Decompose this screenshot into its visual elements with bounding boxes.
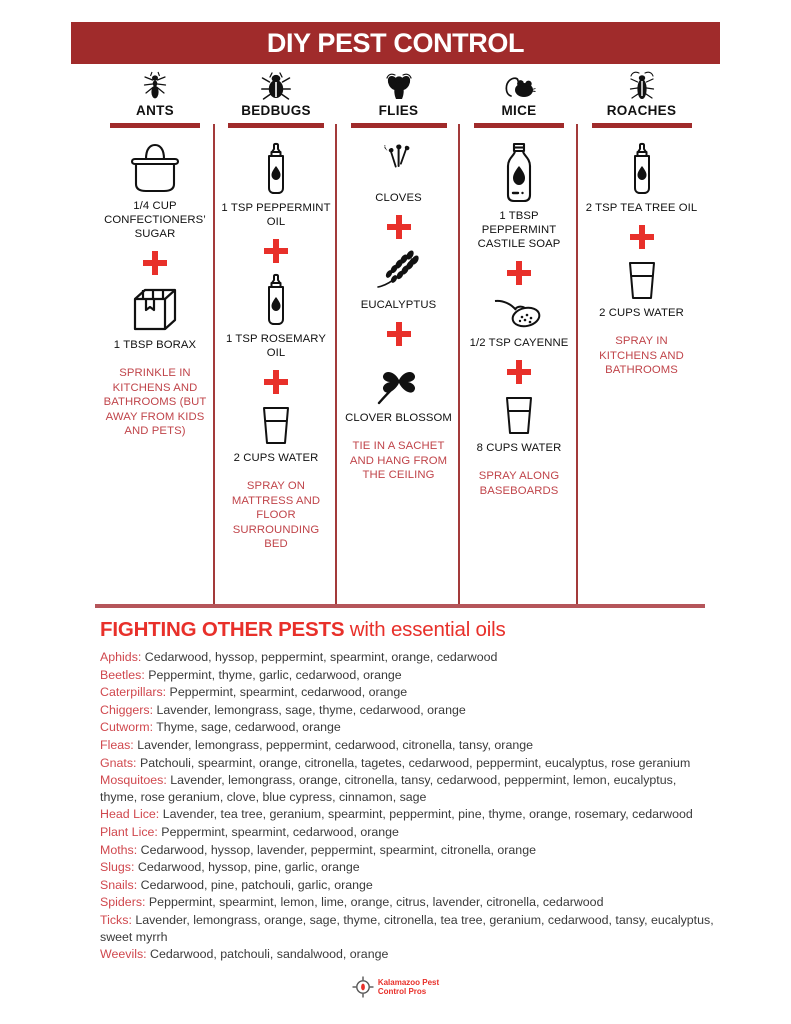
other-pest-oils: Lavender, lemongrass, orange, citronella, tansy, cedarwood, peppermint, lemon, eucalyptus, thyme, rose geranium, clove, blue cypress, cinnamon, sage xyxy=(100,773,677,804)
other-pest-name: Snails: xyxy=(100,877,138,892)
other-pest-item xyxy=(100,684,715,701)
other-pest-item xyxy=(100,719,715,736)
other-pest-item xyxy=(100,842,715,859)
other-pests-heading-strong: FIGHTING OTHER PESTS xyxy=(100,618,345,641)
other-pest-name: Fleas: xyxy=(100,737,134,752)
pest-column-bedbugs xyxy=(215,68,337,606)
ingredient-label: 2 CUPS WATER xyxy=(233,452,319,464)
other-pest-item xyxy=(100,946,715,963)
other-pest-oils: Thyme, sage, cedarwood, orange xyxy=(153,720,341,735)
plus-icon xyxy=(142,250,168,276)
crosshair-target-icon xyxy=(352,976,374,998)
water-glass-icon xyxy=(259,404,293,446)
spoon-icon xyxy=(491,295,547,331)
other-pest-oils: Lavender, lemongrass, peppermint, cedarwood, citronella, tansy, orange xyxy=(133,737,534,752)
ingredient-steps xyxy=(95,140,215,352)
plus-icon xyxy=(263,238,289,264)
footer-logo-line1: Kalamazoo Pest xyxy=(377,977,440,987)
other-pests-list xyxy=(100,649,715,963)
other-pest-name: Spiders: xyxy=(100,895,146,910)
other-pest-oils: Peppermint, thyme, garlic, cedarwood, orange xyxy=(144,667,402,682)
ingredient-label: 1 TSP PEPPERMINT OIL xyxy=(221,202,331,228)
ingredient-steps xyxy=(215,140,337,465)
pest-column-ants xyxy=(95,68,215,606)
other-pest-item xyxy=(100,702,715,719)
ingredient-step xyxy=(337,356,460,425)
ingredient-label: 1 TBSP PEPPERMINT CASTILE SOAP xyxy=(477,210,561,250)
water-glass-icon xyxy=(625,259,659,301)
other-pest-name: Beetles: xyxy=(100,667,145,682)
other-pest-oils: Peppermint, spearmint, lemon, lime, orange, citrus, lavender, citronella, cedarwood xyxy=(145,895,604,910)
ingredient-step xyxy=(337,249,460,312)
pest-column-mice xyxy=(460,68,578,606)
pest-underline xyxy=(592,123,692,128)
other-pests-heading xyxy=(100,618,715,642)
other-pest-item xyxy=(100,772,715,805)
plus-icon xyxy=(506,260,532,286)
pest-name: BEDBUGS xyxy=(241,103,311,118)
usage-note: TIE IN A SACHET AND HANG FROM THE CEILING xyxy=(349,440,448,481)
ingredient-step xyxy=(95,285,215,352)
other-pest-name: Mosquitoes: xyxy=(100,773,167,788)
pest-underline xyxy=(351,123,447,128)
other-pest-name: Slugs: xyxy=(100,860,135,875)
plus-icon xyxy=(263,369,289,395)
ingredient-steps xyxy=(460,140,578,455)
other-pest-name: Weevils: xyxy=(100,947,147,962)
plus-icon xyxy=(629,224,655,250)
ant-icon xyxy=(141,68,169,102)
pest-name: ROACHES xyxy=(606,103,677,118)
other-pest-oils: Lavender, tea tree, geranium, spearmint, peppermint, pine, thyme, orange, rosemary, cedarwood xyxy=(159,807,693,822)
other-pest-name: Chiggers: xyxy=(100,702,154,717)
other-pest-oils: Cedarwood, hyssop, pine, garlic, orange xyxy=(134,860,360,875)
ingredient-label: 1/2 TSP CAYENNE xyxy=(469,337,569,349)
ingredient-label: 1 TSP ROSEMARY OIL xyxy=(226,333,326,359)
ingredient-label: CLOVER BLOSSOM xyxy=(345,412,452,424)
plus-icon xyxy=(506,359,532,385)
plus-icon xyxy=(386,214,412,240)
dropper-bottle-icon xyxy=(261,142,291,196)
ingredient-step xyxy=(215,273,337,360)
other-pest-item xyxy=(100,806,715,823)
usage-note: SPRINKLE IN KITCHENS AND BATHROOMS (BUT AWAY FROM KIDS AND PETS) xyxy=(103,367,207,437)
other-pests-section xyxy=(100,618,715,964)
usage-note: SPRAY ON MATTRESS AND FLOOR SURROUNDING BED xyxy=(231,480,321,550)
ingredient-steps xyxy=(578,140,705,320)
clover-icon xyxy=(373,356,425,406)
roach-icon xyxy=(628,68,656,102)
pest-remedy-grid xyxy=(95,68,705,606)
pest-column-roaches xyxy=(578,68,705,606)
pest-underline xyxy=(228,123,324,128)
other-pests-heading-light: with essential oils xyxy=(344,618,506,641)
other-pest-name: Cutworm: xyxy=(100,720,154,735)
other-pest-item xyxy=(100,737,715,754)
footer-logo xyxy=(0,976,791,998)
other-pest-oils: Patchouli, spearmint, orange, citronella, tagetes, cedarwood, peppermint, eucalyptus, rose geranium xyxy=(136,755,691,770)
other-pest-oils: Cedarwood, hyssop, peppermint, spearmint, orange, cedarwood xyxy=(141,650,498,664)
other-pest-name: Moths: xyxy=(100,842,138,857)
sugar-sack-icon xyxy=(126,142,184,194)
other-pest-item xyxy=(100,859,715,876)
usage-note: SPRAY IN KITCHENS AND BATHROOMS xyxy=(599,335,684,376)
pest-name: FLIES xyxy=(378,103,419,118)
other-pest-oils: Cedarwood, pine, patchouli, garlic, orange xyxy=(137,877,373,892)
other-pest-name: Head Lice: xyxy=(100,807,160,822)
fly-icon xyxy=(383,68,415,102)
other-pest-name: Plant Lice: xyxy=(100,824,158,839)
dropper-bottle-icon xyxy=(627,142,657,196)
ingredient-step xyxy=(578,259,705,320)
ingredient-step xyxy=(460,295,578,350)
other-pest-name: Ticks: xyxy=(100,912,132,927)
soap-bottle-icon xyxy=(499,142,539,204)
other-pest-item xyxy=(100,877,715,894)
ingredient-step xyxy=(95,142,215,241)
ingredient-step xyxy=(460,142,578,251)
dropper-bottle-icon xyxy=(261,273,291,327)
ingredient-label: CLOVES xyxy=(375,192,422,204)
other-pest-oils: Cedarwood, hyssop, lavender, peppermint, spearmint, citronella, orange xyxy=(137,842,536,857)
other-pest-item xyxy=(100,649,715,666)
ingredient-step xyxy=(578,142,705,215)
ingredient-label: 8 CUPS WATER xyxy=(476,442,562,454)
other-pest-item xyxy=(100,824,715,841)
other-pest-item xyxy=(100,667,715,684)
pest-name: MICE xyxy=(501,103,537,118)
ingredient-label: 1/4 CUP CONFECTIONERS’ SUGAR xyxy=(104,200,206,240)
ingredient-label: 2 CUPS WATER xyxy=(599,307,684,319)
other-pest-oils: Peppermint, spearmint, cedarwood, orange xyxy=(157,824,399,839)
pest-underline xyxy=(474,123,564,128)
water-glass-icon xyxy=(502,394,536,436)
mouse-icon xyxy=(502,68,536,102)
other-pest-item xyxy=(100,894,715,911)
ingredient-step xyxy=(337,142,460,205)
usage-note: SPRAY ALONG BASEBOARDS xyxy=(478,470,560,497)
cloves-icon xyxy=(377,142,421,186)
ingredient-steps xyxy=(337,140,460,425)
ingredient-label: 2 TSP TEA TREE OIL xyxy=(585,202,698,214)
ingredient-step xyxy=(215,404,337,465)
pest-column-flies xyxy=(337,68,460,606)
other-pest-item xyxy=(100,912,715,945)
page-title-bar xyxy=(71,22,720,64)
ingredient-label: EUCALYPTUS xyxy=(360,299,437,311)
footer-logo-text xyxy=(378,978,439,997)
other-pest-oils: Lavender, lemongrass, orange, sage, thyme, citronella, tea tree, geranium, cedarwood, tansy, eucalyptus, sweet myrrh xyxy=(100,912,714,944)
bedbug-icon xyxy=(260,68,292,102)
pest-name: ANTS xyxy=(136,103,174,118)
section-divider xyxy=(95,604,705,608)
other-pest-name: Caterpillars: xyxy=(100,685,167,700)
other-pest-oils: Cedarwood, patchouli, sandalwood, orange xyxy=(146,947,389,962)
ingredient-step xyxy=(215,142,337,229)
pest-underline xyxy=(110,123,200,128)
other-pest-item xyxy=(100,755,715,772)
footer-logo-line2: Control Pros xyxy=(377,987,427,996)
other-pest-oils: Peppermint, spearmint, cedarwood, orange xyxy=(166,685,408,700)
ingredient-step xyxy=(460,394,578,455)
ingredient-label: 1 TBSP BORAX xyxy=(113,339,197,351)
other-pest-oils: Lavender, lemongrass, sage, thyme, cedarwood, orange xyxy=(153,702,466,717)
other-pest-name: Aphids: xyxy=(100,650,142,664)
plus-icon xyxy=(386,321,412,347)
page-title: DIY PEST CONTROL xyxy=(266,27,525,58)
other-pest-name: Gnats: xyxy=(100,755,137,770)
borax-box-icon xyxy=(129,285,181,333)
eucalyptus-icon xyxy=(374,249,424,293)
